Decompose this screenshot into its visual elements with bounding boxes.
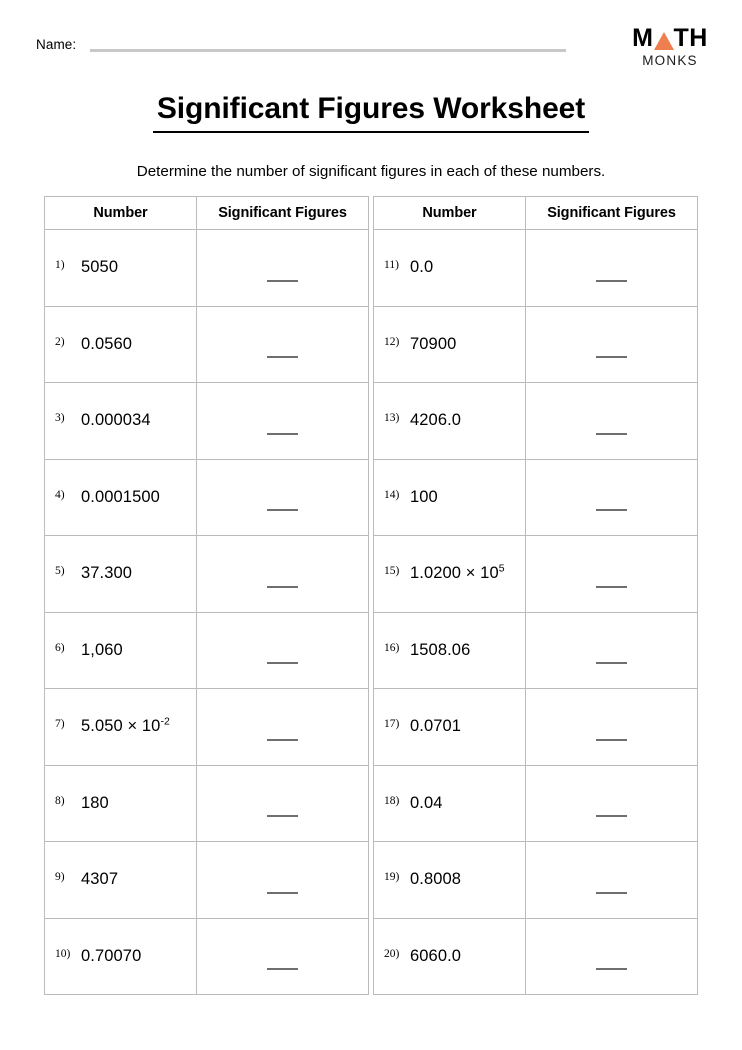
answer-cell-content[interactable]: [526, 383, 697, 459]
answer-blank-line[interactable]: [267, 433, 298, 435]
table-body-right: [374, 230, 698, 995]
cell-number: [374, 918, 526, 995]
cell-answer[interactable]: [526, 459, 698, 536]
table-row: [374, 842, 698, 919]
cell-number: [45, 842, 197, 919]
number-cell-content: [45, 870, 196, 889]
table-row: [374, 612, 698, 689]
number-cell-content: [45, 335, 196, 354]
number-value: 70900: [410, 334, 457, 353]
cell-number: [374, 842, 526, 919]
instruction-text: Determine the number of significant figures in each of these numbers.: [136, 163, 606, 180]
cell-number: [45, 612, 197, 689]
row-index: 19): [384, 871, 400, 884]
column-header-number: Number: [45, 197, 197, 230]
cell-answer[interactable]: [526, 842, 698, 919]
cell-number: [45, 306, 197, 383]
number-value: 0.0001500: [81, 487, 160, 506]
column-header-significant-figures: Significant Figures: [526, 197, 698, 230]
cell-number: [374, 765, 526, 842]
answer-cell-content[interactable]: [197, 383, 368, 459]
cell-number: [374, 230, 526, 307]
cell-number: [45, 918, 197, 995]
answer-cell-content[interactable]: [526, 766, 697, 842]
number-value: 180: [81, 793, 109, 812]
cell-number: [45, 689, 197, 766]
number-cell-content: [45, 947, 196, 966]
cell-answer[interactable]: [197, 765, 369, 842]
answer-blank-line[interactable]: [596, 968, 627, 970]
number-value: 37.300: [81, 564, 133, 583]
answer-cell-content[interactable]: [526, 919, 697, 995]
answer-blank-line[interactable]: [596, 662, 627, 664]
row-index: 17): [384, 718, 400, 731]
answer-cell-content[interactable]: [197, 230, 368, 306]
answer-blank-line[interactable]: [267, 968, 298, 970]
number-value: 0.0: [410, 258, 434, 277]
name-field-row: [36, 38, 566, 53]
logo-wordmark-math: [622, 25, 718, 51]
number-cell-content: [45, 794, 196, 813]
table-row: [374, 536, 698, 613]
number-value: 0.04: [410, 793, 443, 812]
answer-blank-line[interactable]: [596, 433, 627, 435]
page-title: Significant Figures Worksheet: [153, 92, 589, 133]
cell-answer[interactable]: [197, 459, 369, 536]
number-cell-content: [45, 488, 196, 507]
column-header-significant-figures: Significant Figures: [197, 197, 369, 230]
row-index: 9): [55, 871, 65, 884]
number-cell-content: [45, 258, 196, 277]
answer-cell-content[interactable]: [197, 766, 368, 842]
number-value: 4307: [81, 870, 119, 889]
answer-cell-content[interactable]: [197, 613, 368, 689]
number-cell-content: [45, 411, 196, 430]
cell-answer[interactable]: [197, 230, 369, 307]
answer-cell-content[interactable]: [526, 689, 697, 765]
number-cell-content: [374, 564, 525, 583]
answer-cell-content[interactable]: [197, 689, 368, 765]
cell-answer[interactable]: [526, 918, 698, 995]
cell-answer[interactable]: [197, 536, 369, 613]
number-value: 1,060: [81, 640, 123, 659]
table-body-left: [45, 230, 369, 995]
number-exponent: 5: [498, 562, 505, 575]
table-row: [45, 536, 369, 613]
answer-cell-content[interactable]: [197, 307, 368, 383]
table-row: [374, 918, 698, 995]
row-index: 16): [384, 641, 400, 654]
cell-answer[interactable]: [526, 612, 698, 689]
number-value: [81, 717, 170, 736]
number-value: 4206.0: [410, 411, 462, 430]
table-row: [374, 383, 698, 460]
answer-cell-content[interactable]: [526, 307, 697, 383]
table-row: [45, 383, 369, 460]
cell-number: [45, 536, 197, 613]
logo-wordmark-monks: MONKS: [642, 53, 698, 68]
cell-answer[interactable]: [526, 689, 698, 766]
number-value: 0.0560: [81, 334, 133, 353]
answer-cell-content[interactable]: [526, 230, 697, 306]
answer-blank-line[interactable]: [267, 280, 298, 282]
table-row: [374, 765, 698, 842]
answer-cell-content[interactable]: [197, 460, 368, 536]
number-cell-content: [374, 258, 525, 277]
row-index: 1): [55, 259, 65, 272]
answer-blank-line[interactable]: [267, 586, 298, 588]
cell-number: [374, 306, 526, 383]
cell-number: [374, 383, 526, 460]
row-index: 11): [384, 259, 399, 272]
number-mantissa: 5.050 × 10: [81, 717, 161, 736]
row-index: 2): [55, 335, 65, 348]
number-cell-content: [45, 717, 196, 736]
cell-answer[interactable]: [526, 230, 698, 307]
number-cell-content: [45, 564, 196, 583]
row-index: 6): [55, 641, 65, 654]
math-monks-logo: [622, 25, 718, 68]
table-row: [45, 230, 369, 307]
row-index: 12): [384, 335, 400, 348]
cell-answer[interactable]: [526, 765, 698, 842]
worksheet-tables: [44, 196, 698, 995]
cell-number: [374, 689, 526, 766]
number-cell-content: [374, 717, 525, 736]
number-value: 100: [410, 487, 438, 506]
number-cell-content: [374, 947, 525, 966]
answer-blank-line[interactable]: [596, 739, 627, 741]
table-row: [374, 306, 698, 383]
answer-cell-content[interactable]: [526, 842, 697, 918]
answer-cell-content[interactable]: [197, 536, 368, 612]
answer-blank-line[interactable]: [596, 280, 627, 282]
name-label: Name:: [36, 37, 77, 52]
answer-blank-line[interactable]: [267, 356, 298, 358]
table-row: [374, 230, 698, 307]
table-row: [45, 612, 369, 689]
row-index: 15): [384, 565, 400, 578]
table-row: [374, 459, 698, 536]
row-index: 20): [384, 947, 400, 960]
row-index: 3): [55, 412, 65, 425]
table-header-row: [45, 197, 369, 230]
worksheet-table-left: [44, 196, 369, 995]
row-index: 4): [55, 488, 65, 501]
answer-blank-line[interactable]: [267, 739, 298, 741]
answer-blank-line[interactable]: [596, 509, 627, 511]
cell-number: [45, 459, 197, 536]
answer-cell-content[interactable]: [197, 919, 368, 995]
answer-blank-line[interactable]: [596, 892, 627, 894]
cell-answer[interactable]: [526, 306, 698, 383]
logo-letter-m: M: [632, 24, 654, 52]
cell-answer[interactable]: [197, 612, 369, 689]
cell-number: [374, 459, 526, 536]
row-index: 13): [384, 412, 400, 425]
number-value: 1508.06: [410, 640, 471, 659]
table-row: [45, 842, 369, 919]
number-cell-content: [374, 870, 525, 889]
cell-answer[interactable]: [197, 918, 369, 995]
row-index: 14): [384, 488, 400, 501]
row-index: 8): [55, 794, 65, 807]
number-value: 0.70070: [81, 946, 142, 965]
number-value: [410, 564, 505, 583]
row-index: 7): [55, 718, 65, 731]
number-value: 5050: [81, 258, 119, 277]
table-row: [374, 689, 698, 766]
answer-blank-line[interactable]: [596, 356, 627, 358]
number-value: 6060.0: [410, 946, 462, 965]
cell-answer[interactable]: [197, 689, 369, 766]
number-mantissa: 1.0200 × 10: [410, 564, 499, 583]
cell-number: [374, 612, 526, 689]
table-row: [45, 306, 369, 383]
answer-blank-line[interactable]: [596, 815, 627, 817]
answer-blank-line[interactable]: [596, 586, 627, 588]
table-row: [45, 459, 369, 536]
number-value: 0.0701: [410, 717, 462, 736]
name-input-line[interactable]: [90, 49, 566, 52]
answer-cell-content[interactable]: [526, 613, 697, 689]
number-cell-content: [374, 411, 525, 430]
answer-blank-line[interactable]: [267, 662, 298, 664]
worksheet-table-right: [373, 196, 698, 995]
cell-answer[interactable]: [526, 383, 698, 460]
column-header-number: Number: [374, 197, 526, 230]
table-row: [45, 918, 369, 995]
cell-number: [45, 383, 197, 460]
cell-answer[interactable]: [526, 536, 698, 613]
number-value: 0.000034: [81, 411, 151, 430]
cell-answer[interactable]: [197, 306, 369, 383]
cell-number: [45, 230, 197, 307]
logo-triangle-a-icon: [654, 32, 674, 50]
answer-blank-line[interactable]: [267, 815, 298, 817]
table-row: [45, 689, 369, 766]
row-index: 18): [384, 794, 400, 807]
page-title-wrap: [0, 92, 742, 133]
number-value: 0.8008: [410, 870, 462, 889]
number-exponent: -2: [160, 715, 170, 728]
number-cell-content: [374, 794, 525, 813]
answer-cell-content[interactable]: [526, 460, 697, 536]
cell-answer[interactable]: [197, 842, 369, 919]
row-index: 5): [55, 565, 65, 578]
logo-letters-th: TH: [673, 24, 708, 52]
answer-cell-content[interactable]: [197, 842, 368, 918]
number-cell-content: [374, 335, 525, 354]
number-cell-content: [374, 641, 525, 660]
cell-number: [374, 536, 526, 613]
answer-blank-line[interactable]: [267, 892, 298, 894]
number-cell-content: [374, 488, 525, 507]
table-header-row: [374, 197, 698, 230]
answer-blank-line[interactable]: [267, 509, 298, 511]
cell-answer[interactable]: [197, 383, 369, 460]
table-row: [45, 765, 369, 842]
cell-number: [45, 765, 197, 842]
page-header: [0, 0, 742, 80]
number-cell-content: [45, 641, 196, 660]
row-index: 10): [55, 947, 71, 960]
answer-cell-content[interactable]: [526, 536, 697, 612]
